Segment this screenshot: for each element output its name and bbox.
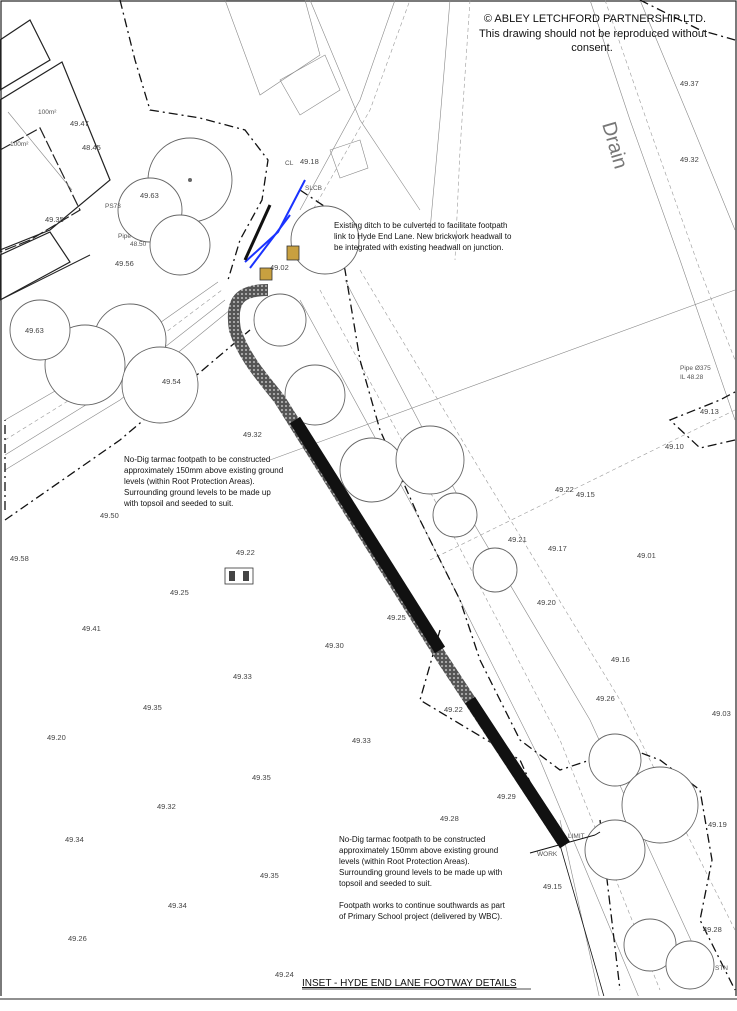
tree (473, 548, 517, 592)
note-line: approximately 150mm above existing ground (339, 846, 499, 855)
footpath-note-north (123, 455, 283, 508)
note-line: topsoil and seeded to suit. (339, 879, 432, 888)
spot-level: 49.33 (352, 736, 371, 745)
footpath-note-south (339, 835, 506, 921)
spot-level: 49.47 (70, 119, 89, 128)
tree (396, 426, 464, 494)
note-line: levels (within Root Protection Areas). (339, 857, 470, 866)
spot-level: 48.45 (82, 143, 101, 152)
spot-level: 49.10 (665, 442, 684, 451)
spot-level: 49.20 (47, 733, 66, 742)
spot-level: 49.34 (65, 835, 84, 844)
spot-level: 49.35 (252, 773, 271, 782)
spot-level: 49.63 (25, 326, 44, 335)
copyright-line-1: © ABLEY LETCHFORD PARTNERSHIP LTD. (483, 13, 707, 25)
pipe-invert-level: IL 48.28 (680, 374, 704, 381)
note-line: approximately 150mm above existing ground (124, 466, 284, 475)
spot-level: 49.41 (82, 624, 101, 633)
spot-level: 49.29 (497, 792, 516, 801)
tree (122, 347, 198, 423)
copyright-line-2: This drawing should not be reproduced without (478, 28, 708, 40)
spot-level: 49.58 (10, 554, 29, 563)
existing-buildings (225, 0, 420, 210)
spot-level: 49.01 (637, 551, 656, 560)
limit-label: LIMIT (568, 833, 585, 840)
spot-level: 49.35 (45, 215, 64, 224)
spot-level: 49.15 (576, 490, 595, 499)
pipe-level: 48.50 (130, 241, 147, 248)
spot-level: 49.35 (260, 871, 279, 880)
spot-level: 49.26 (68, 934, 87, 943)
cl-label: CL (285, 160, 294, 167)
spot-level: 49.50 (100, 511, 119, 520)
plot-area-label: 100m² (10, 141, 29, 148)
tree (433, 493, 477, 537)
culvert-note (334, 221, 512, 252)
inset-title: INSET - HYDE END LANE FOOTWAY DETAILS (302, 978, 517, 989)
copyright-line-3: consent. (571, 42, 613, 54)
tree (585, 820, 645, 880)
note-line: of Primary School project (delivered by WBC). (339, 912, 503, 921)
spot-level: 49.16 (611, 655, 630, 664)
note-line: No-Dig tarmac footpath to be constructed (124, 455, 271, 464)
spot-level: 49.22 (444, 705, 463, 714)
spot-level: 49.37 (680, 79, 699, 88)
note-line: with topsoil and seeded to suit. (124, 499, 234, 508)
spot-level: 49.30 (325, 641, 344, 650)
ps-label: PS73 (105, 203, 121, 210)
note-line: Surrounding ground levels to be made up (124, 488, 271, 497)
spot-level: 49.63 (140, 191, 159, 200)
plot-area-label: 100m² (38, 109, 57, 116)
spot-level: 49.17 (548, 544, 567, 553)
spot-level: 49.32 (680, 155, 699, 164)
tree (254, 294, 306, 346)
drain-label: Drain (597, 119, 632, 172)
spot-level: 49.26 (596, 694, 615, 703)
spot-level: 49.21 (508, 535, 527, 544)
spot-level: 49.13 (700, 407, 719, 416)
spot-level: 49.18 (300, 157, 319, 166)
spot-level: 49.25 (170, 588, 189, 597)
spot-level: 49.56 (115, 259, 134, 268)
spot-level: 49.35 (143, 703, 162, 712)
spot-level: 49.54 (162, 377, 181, 386)
spot-level: 49.24 (275, 970, 294, 979)
note-line: Footpath works to continue southwards as part (339, 901, 505, 910)
note-line: link to Hyde End Lane. New brickwork headwall to (334, 232, 512, 241)
spot-level: 49.25 (387, 613, 406, 622)
spot-level: 49.02 (270, 263, 289, 272)
pipe-label: Pipe Ø375 (680, 365, 711, 372)
spot-level: 49.28 (440, 814, 459, 823)
tree (150, 215, 210, 275)
note-line: be integrated with existing headwall on junction. (334, 243, 504, 252)
pipe-label: Pipe (118, 233, 132, 240)
spot-level: 49.32 (157, 802, 176, 811)
spot-level: 49.22 (555, 485, 574, 494)
spot-level: 49.03 (712, 709, 731, 718)
stn-label: STN (715, 965, 728, 972)
work-label: WORK (537, 851, 558, 858)
plot-outlines (0, 20, 110, 300)
spot-level: 49.19 (708, 820, 727, 829)
spot-level: 49.15 (543, 882, 562, 891)
tree (666, 941, 714, 989)
tree (340, 438, 404, 502)
note-line: No-Dig tarmac footpath to be constructed (339, 835, 486, 844)
note-line: Existing ditch to be culverted to facilitate footpath (334, 221, 508, 230)
slcb-label: SLCB (305, 185, 322, 192)
note-line: levels (within Root Protection Areas). (124, 477, 255, 486)
spot-level: 49.22 (236, 548, 255, 557)
spot-level: 49.20 (537, 598, 556, 607)
headwall-north (287, 246, 299, 260)
spot-level: 49.33 (233, 672, 252, 681)
spot-level: 49.28 (703, 925, 722, 934)
spot-level: 49.34 (168, 901, 187, 910)
survey-symbol (225, 568, 253, 584)
spot-level: 49.32 (243, 430, 262, 439)
note-line: Surrounding ground levels to be made up with (339, 868, 503, 877)
